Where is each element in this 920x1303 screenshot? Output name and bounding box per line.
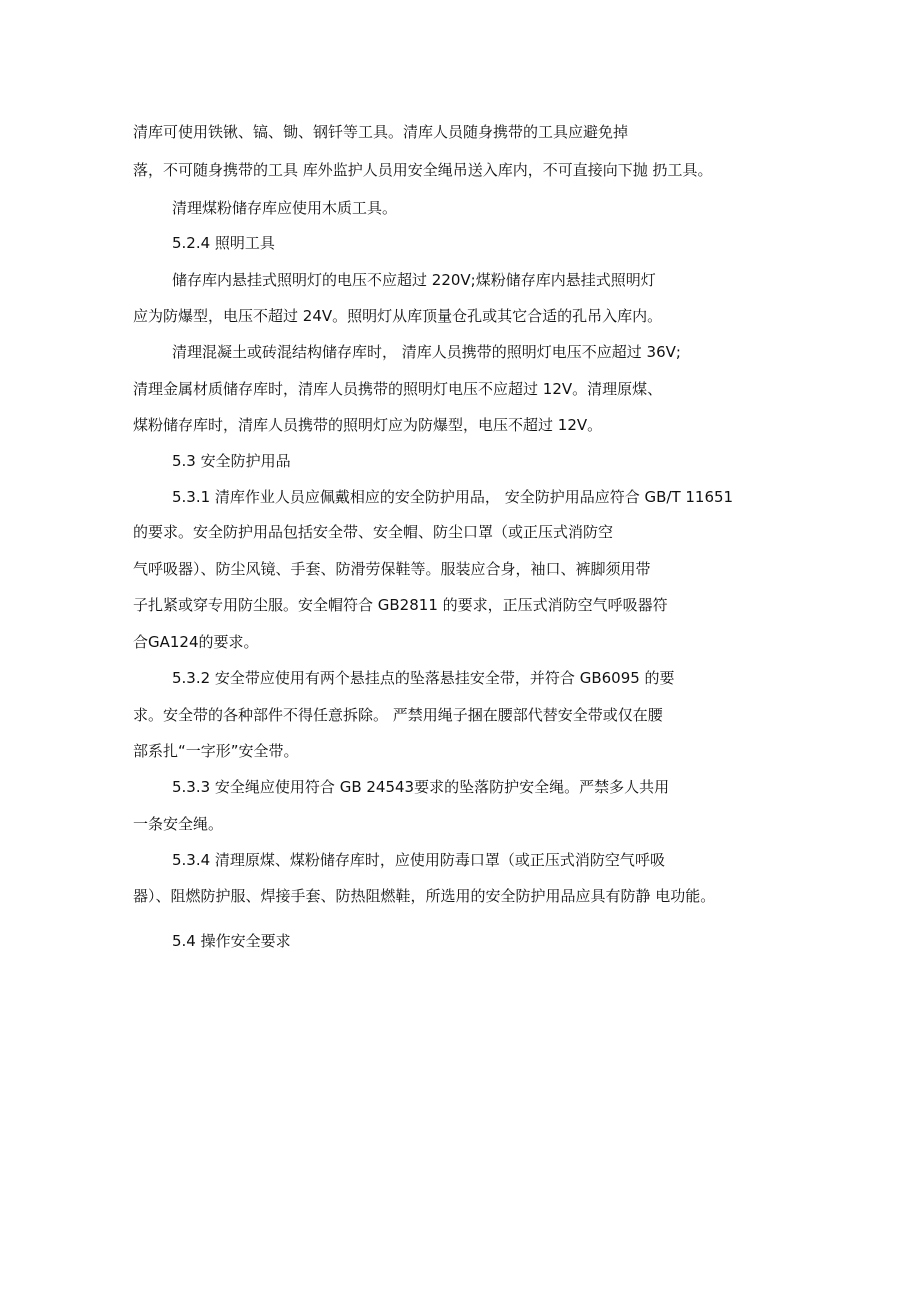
text-line-17: 求。安全带的各种部件不得任意拆除。 严禁用绳子捆在腰部代替安全带或仅在腰: [133, 706, 663, 724]
text-line-18: 部系扎“一字形”安全带。: [133, 742, 299, 760]
text-line-19: 5.3.3 安全绳应使用符合 GB 24543要求的坠落防护安全绳。严禁多人共用: [172, 778, 670, 796]
text-line-11: 5.3.1 清库作业人员应佩戴相应的安全防护用品， 安全防护用品应符合 GB/T 11651: [172, 488, 734, 506]
text-line-6: 应为防爆型，电压不超过 24V。照明灯从库顶量仓孔或其它合适的孔吊入库内。: [133, 307, 663, 325]
section-heading-5-2-4: 5.2.4 照明工具: [172, 234, 275, 252]
text-line-16: 5.3.2 安全带应使用有两个悬挂点的坠落悬挂安全带，并符合 GB6095 的要: [172, 669, 675, 687]
text-line-5: 储存库内悬挂式照明灯的电压不应超过 220V;煤粉储存库内悬挂式照明灯: [172, 271, 656, 289]
text-line-21: 5.3.4 清理原煤、煤粉储存库时，应使用防毒口罩（或正压式消防空气呼吸: [172, 851, 665, 869]
text-line-22: 器）、阻燃防护服、焊接手套、防热阻燃鞋，所选用的安全防护用品应具有防静 电功能。: [133, 887, 716, 905]
text-line-12: 的要求。安全防护用品包括安全带、安全帽、防尘口罩（或正压式消防空: [133, 523, 614, 541]
section-heading-5-3: 5.3 安全防护用品: [172, 452, 291, 470]
text-line-20: 一条安全绳。: [133, 815, 224, 833]
text-line-2: 落，不可随身携带的工具 库外监护人员用安全绳吊送入库内，不可直接向下抛 扔工具。: [133, 161, 713, 179]
text-line-15: 合GA124的要求。: [133, 633, 259, 651]
text-line-8: 清理金属材质储存库时，清库人员携带的照明灯电压不应超过 12V。清理原煤、: [133, 380, 663, 398]
text-line-14: 子扎紧或穿专用防尘服。安全帽符合 GB2811 的要求，正压式消防空气呼吸器符: [133, 596, 668, 614]
section-heading-5-4: 5.4 操作安全要求: [172, 932, 291, 950]
text-line-1: 清库可使用铁锹、镐、锄、钢钎等工具。清库人员随身携带的工具应避免掉: [133, 123, 629, 141]
text-line-7: 清理混凝土或砖混结构储存库时， 清库人员携带的照明灯电压不应超过 36V;: [172, 343, 681, 361]
text-line-13: 气呼吸器）、防尘风镜、手套、防滑劳保鞋等。服装应合身，袖口、裤脚须用带: [133, 560, 651, 578]
text-line-9: 煤粉储存库时，清库人员携带的照明灯应为防爆型，电压不超过 12V。: [133, 416, 603, 434]
text-line-3: 清理煤粉储存库应使用木质工具。: [172, 199, 398, 217]
